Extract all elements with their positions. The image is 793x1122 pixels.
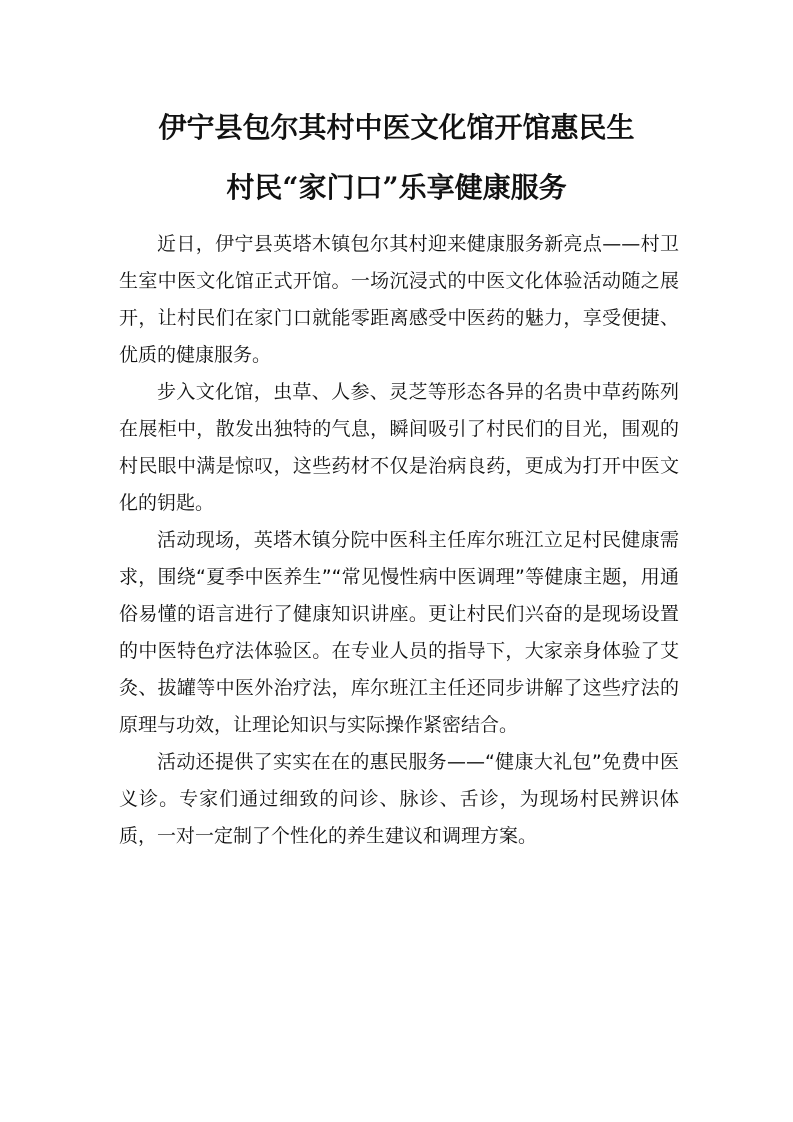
paragraph-1: 近日，伊宁县英塔木镇包尔其村迎来健康服务新亮点——村卫生室中医文化馆正式开馆。一场沉浸式的中医文化体验活动随之展开，让村民们在家门口就能零距离感受中医药的魅力，享受便捷、优质的健康服务。 [119,233,679,366]
paragraph-4: 活动还提供了实实在在的惠民服务——“健康大礼包”免费中医义诊。专家们通过细致的问诊、脉诊、舌诊，为现场村民辨识体质，一对一定制了个性化的养生建议和调理方案。 [119,751,679,847]
document-body [119,226,679,855]
document-title-line-1: 伊宁县包尔其村中医文化馆开馆惠民生 [158,111,635,144]
document-title-line-2: 村民“家门口”乐享健康服务 [226,171,567,204]
paragraph-3: 活动现场，英塔木镇分院中医科主任库尔班江立足村民健康需求，围绕“夏季中医养生”“常见慢性病中医调理”等健康主题，用通俗易懂的语言进行了健康知识讲座。更让村民们兴奋的是现场设置的中医特色疗法体验区。在专业人员的指导下，大家亲身体验了艾灸、拔罐等中医外治疗法，库尔班江主任还同步讲解了这些疗法的原理与功效，让理论知识与实际操作紧密结合。 [119,529,679,736]
paragraph-2: 步入文化馆，虫草、人参、灵芝等形态各异的名贵中草药陈列在展柜中，散发出独特的气息，瞬间吸引了村民们的目光，围观的村民眼中满是惊叹，这些药材不仅是治病良药，更成为打开中医文化的钥匙。 [119,381,679,514]
